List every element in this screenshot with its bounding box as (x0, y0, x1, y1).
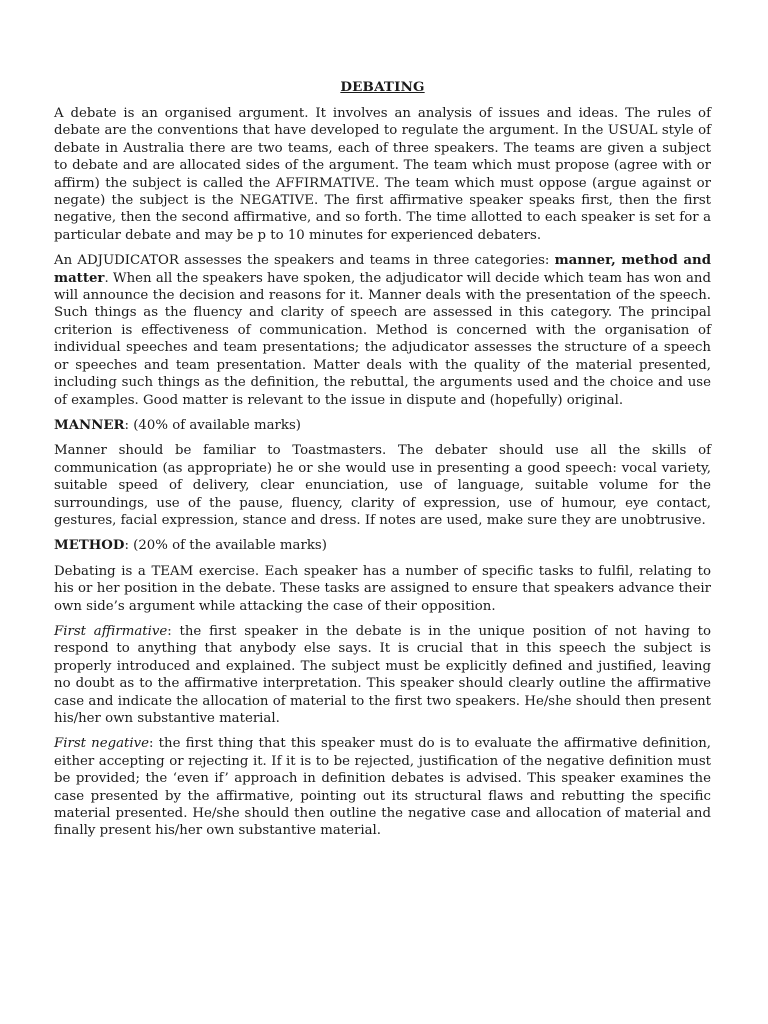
manner-title: MANNER (54, 417, 125, 433)
first-negative-paragraph (54, 735, 711, 839)
method-subtitle: : (20% of the available marks) (124, 538, 327, 554)
intro-paragraph-1: A debate is an organised argument. It involves an analysis of issues and ideas. The rules of debate are the conventions that have developed to regulate the argument. In the USUAL style of debate in Australia there are two teams, each of three speakers. The teams are given a subject to debate and are allocated sides of the argument. The team which must propose (agree with or affirm) the subject is called the AFFIRMATIVE. The team which must oppose (argue against or negate) the subject is the NEGATIVE. The first affirmative speaker speaks first, then the first negative, then the second affirmative, and so forth. The time allotted to each speaker is set for a particular debate and may be p to 10 minutes for experienced debaters. (54, 106, 711, 243)
first-negative-text: : the first thing that this speaker must do is to evaluate the affirmative definition, either accepting or rejecting it. If it is to be rejected, justification of the negative definition must be provided; the ‘even if’ approach in definition debates is advised. This speaker examines the case presented by the affirmative, pointing out its structural flaws and rebutting the specific material presented. He/she should then outline the negative case and allocation of material and finally present his/her own substantive material. (54, 736, 711, 839)
intro-paragraph-2-start: An ADJUDICATOR assesses the speakers and teams in three categories: (54, 253, 555, 269)
intro-paragraph-2 (54, 252, 711, 409)
manner-heading (54, 417, 711, 434)
first-negative-label: First negative (54, 736, 150, 752)
first-affirmative-label: First affirmative (54, 623, 168, 639)
method-title: METHOD (54, 538, 125, 554)
first-affirmative-text: : the first speaker in the debate is in the unique position of not having to respond to anything that anybody else says. It is crucial that in this speech the subject is properly introduced and explained. The subject must be explicitly defined and justified, leaving no doubt as to the affirmative interpretation. This speaker should clearly outline the affirmative case and indicate the allocation of material to the first two speakers. He/she should then present his/her own substantive material. (54, 623, 711, 726)
method-paragraph: Debating is a TEAM exercise. Each speaker has a number of specific tasks to fulfil, relating to his or her position in the debate. These tasks are assigned to ensure that speakers advance their own side’s argument while attacking the case of their opposition. (54, 563, 711, 614)
manner-paragraph: Manner should be familiar to Toastmasters. The debater should use all the skills of communication (as appropriate) he or she would use in presenting a good speech: vocal variety, suitable speed of delivery, clear enunciation, use of language, suitable volume for the surroundings, use of the pause, fluency, clarity of expression, use of humour, eye contact, gestures, facial expression, stance and dress. If notes are used, make sure they are unobtrusive. (54, 443, 711, 528)
method-heading (54, 537, 711, 554)
intro-paragraph-2-rest: . When all the speakers have spoken, the adjudicator will decide which team has won and will announce the decision and reasons for it. Manner deals with the presentation of the speech. Such things as the fluency and clarity of speech are assessed in this category. The principal criterion is effectiveness of communication. Method is concerned with the organisation of individual speeches and team presentations; the adjudicator assesses the structure of a speech or speeches and team presentation. Matter deals with the quality of the material presented, including such things as the definition, the rebuttal, the arguments used and the choice and use of examples. Good matter is relevant to the issue in dispute and (hopefully) original. (54, 270, 711, 408)
first-affirmative-paragraph (54, 623, 711, 727)
manner-subtitle: : (40% of available marks) (124, 417, 301, 433)
page-title: DEBATING (340, 79, 425, 95)
categories-bold-text: manner, method and matter (54, 253, 711, 286)
